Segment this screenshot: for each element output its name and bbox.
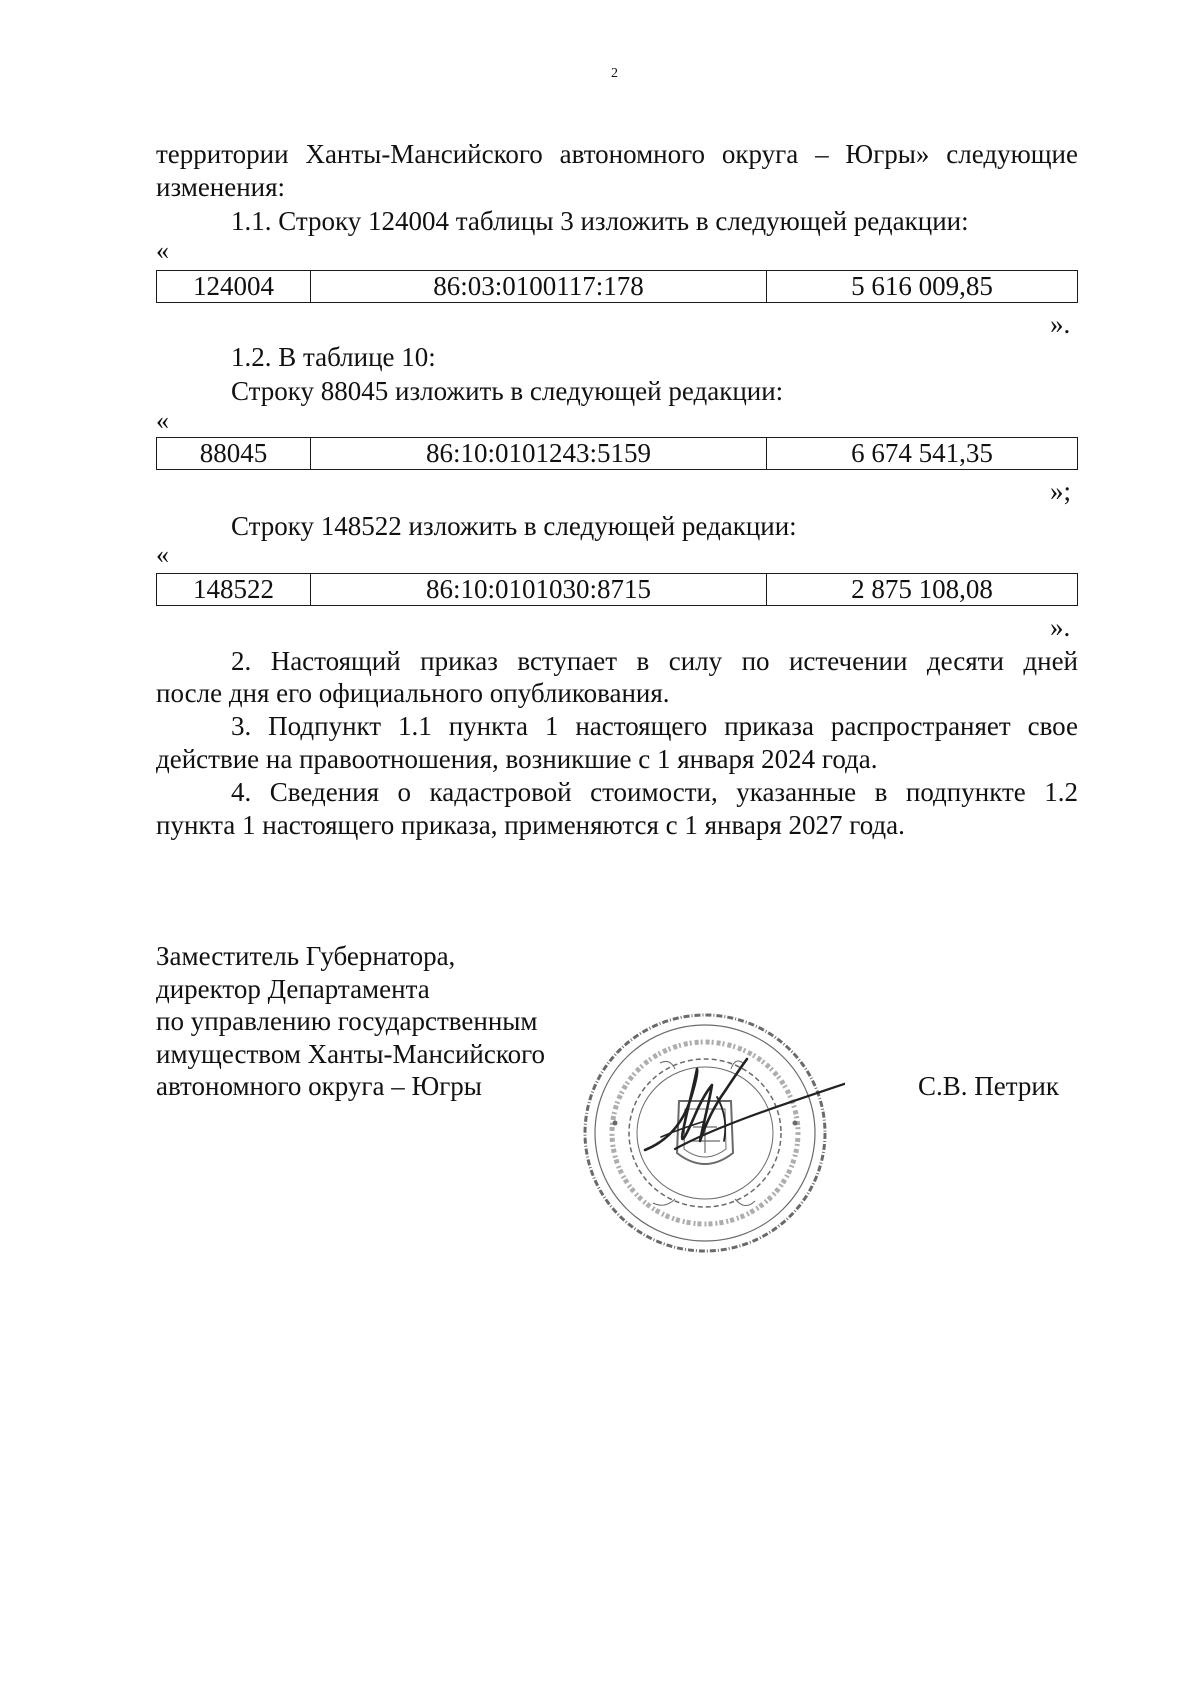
row-number-cell: 148522 bbox=[157, 574, 311, 605]
item-1-2: 1.2. В таблице 10: bbox=[231, 342, 436, 372]
close-quote-2: »; bbox=[1050, 476, 1072, 506]
row-number-cell: 124004 bbox=[157, 271, 311, 302]
paragraph-4-line-1: 4. Сведения о кадастровой стоимости, указанные в подпункте 1.2 bbox=[231, 777, 1078, 807]
signatory-line-3: по управлению государственным bbox=[156, 1006, 538, 1036]
open-quote-1: « bbox=[156, 236, 169, 265]
signatory-name: С.В. Петрик bbox=[918, 1071, 1059, 1101]
signatory-line-2: директор Департамента bbox=[156, 974, 430, 1004]
page-number: 2 bbox=[611, 66, 618, 81]
close-quote-1: ». bbox=[1050, 309, 1071, 339]
close-quote-3: ». bbox=[1050, 612, 1071, 642]
item-1-2-b: Строку 148522 изложить в следующей редакции: bbox=[231, 511, 797, 541]
signatory-line-4: имуществом Ханты-Мансийского bbox=[156, 1039, 545, 1069]
official-seal-stamp bbox=[575, 1003, 845, 1263]
table-row bbox=[156, 270, 1078, 303]
table-row bbox=[156, 573, 1078, 606]
cadastral-value-cell: 6 674 541,35 bbox=[851, 438, 993, 468]
cadastral-number-cell: 86:10:0101030:8715 bbox=[311, 574, 767, 605]
cadastral-value-cell: 5 616 009,85 bbox=[851, 271, 993, 301]
cadastral-value-cell: 2 875 108,08 bbox=[851, 574, 993, 604]
cadastral-number-cell: 86:10:0101243:5159 bbox=[311, 438, 767, 469]
paragraph-3-line-1: 3. Подпункт 1.1 пункта 1 настоящего приказа распространяет свое bbox=[231, 711, 1078, 741]
intro-line-2: изменения: bbox=[156, 172, 286, 202]
paragraph-4-line-2: пункта 1 настоящего приказа, применяются с 1 января 2027 года. bbox=[156, 810, 905, 840]
paragraph-2-line-2: после дня его официального опубликования. bbox=[156, 678, 670, 708]
paragraph-2-line-1: 2. Настоящий приказ вступает в силу по истечении десяти дней bbox=[231, 646, 1078, 676]
intro-line-1: территории Ханты-Мансийского автономного округа – Югры» следующие bbox=[156, 139, 1078, 169]
paragraph-3-line-2: действие на правоотношения, возникшие с 1 января 2024 года. bbox=[156, 744, 878, 774]
row-number-cell: 88045 bbox=[157, 438, 311, 469]
cadastral-number-cell: 86:03:0100117:178 bbox=[311, 271, 767, 302]
signatory-line-1: Заместитель Губернатора, bbox=[156, 941, 456, 971]
signatory-line-5: автономного округа – Югры bbox=[156, 1071, 482, 1101]
open-quote-3: « bbox=[156, 540, 169, 569]
item-1-2-a: Строку 88045 изложить в следующей редакции: bbox=[231, 376, 784, 406]
item-1-1: 1.1. Строку 124004 таблицы 3 изложить в следующей редакции: bbox=[231, 206, 969, 236]
open-quote-2: « bbox=[156, 406, 169, 435]
table-row bbox=[156, 437, 1078, 470]
